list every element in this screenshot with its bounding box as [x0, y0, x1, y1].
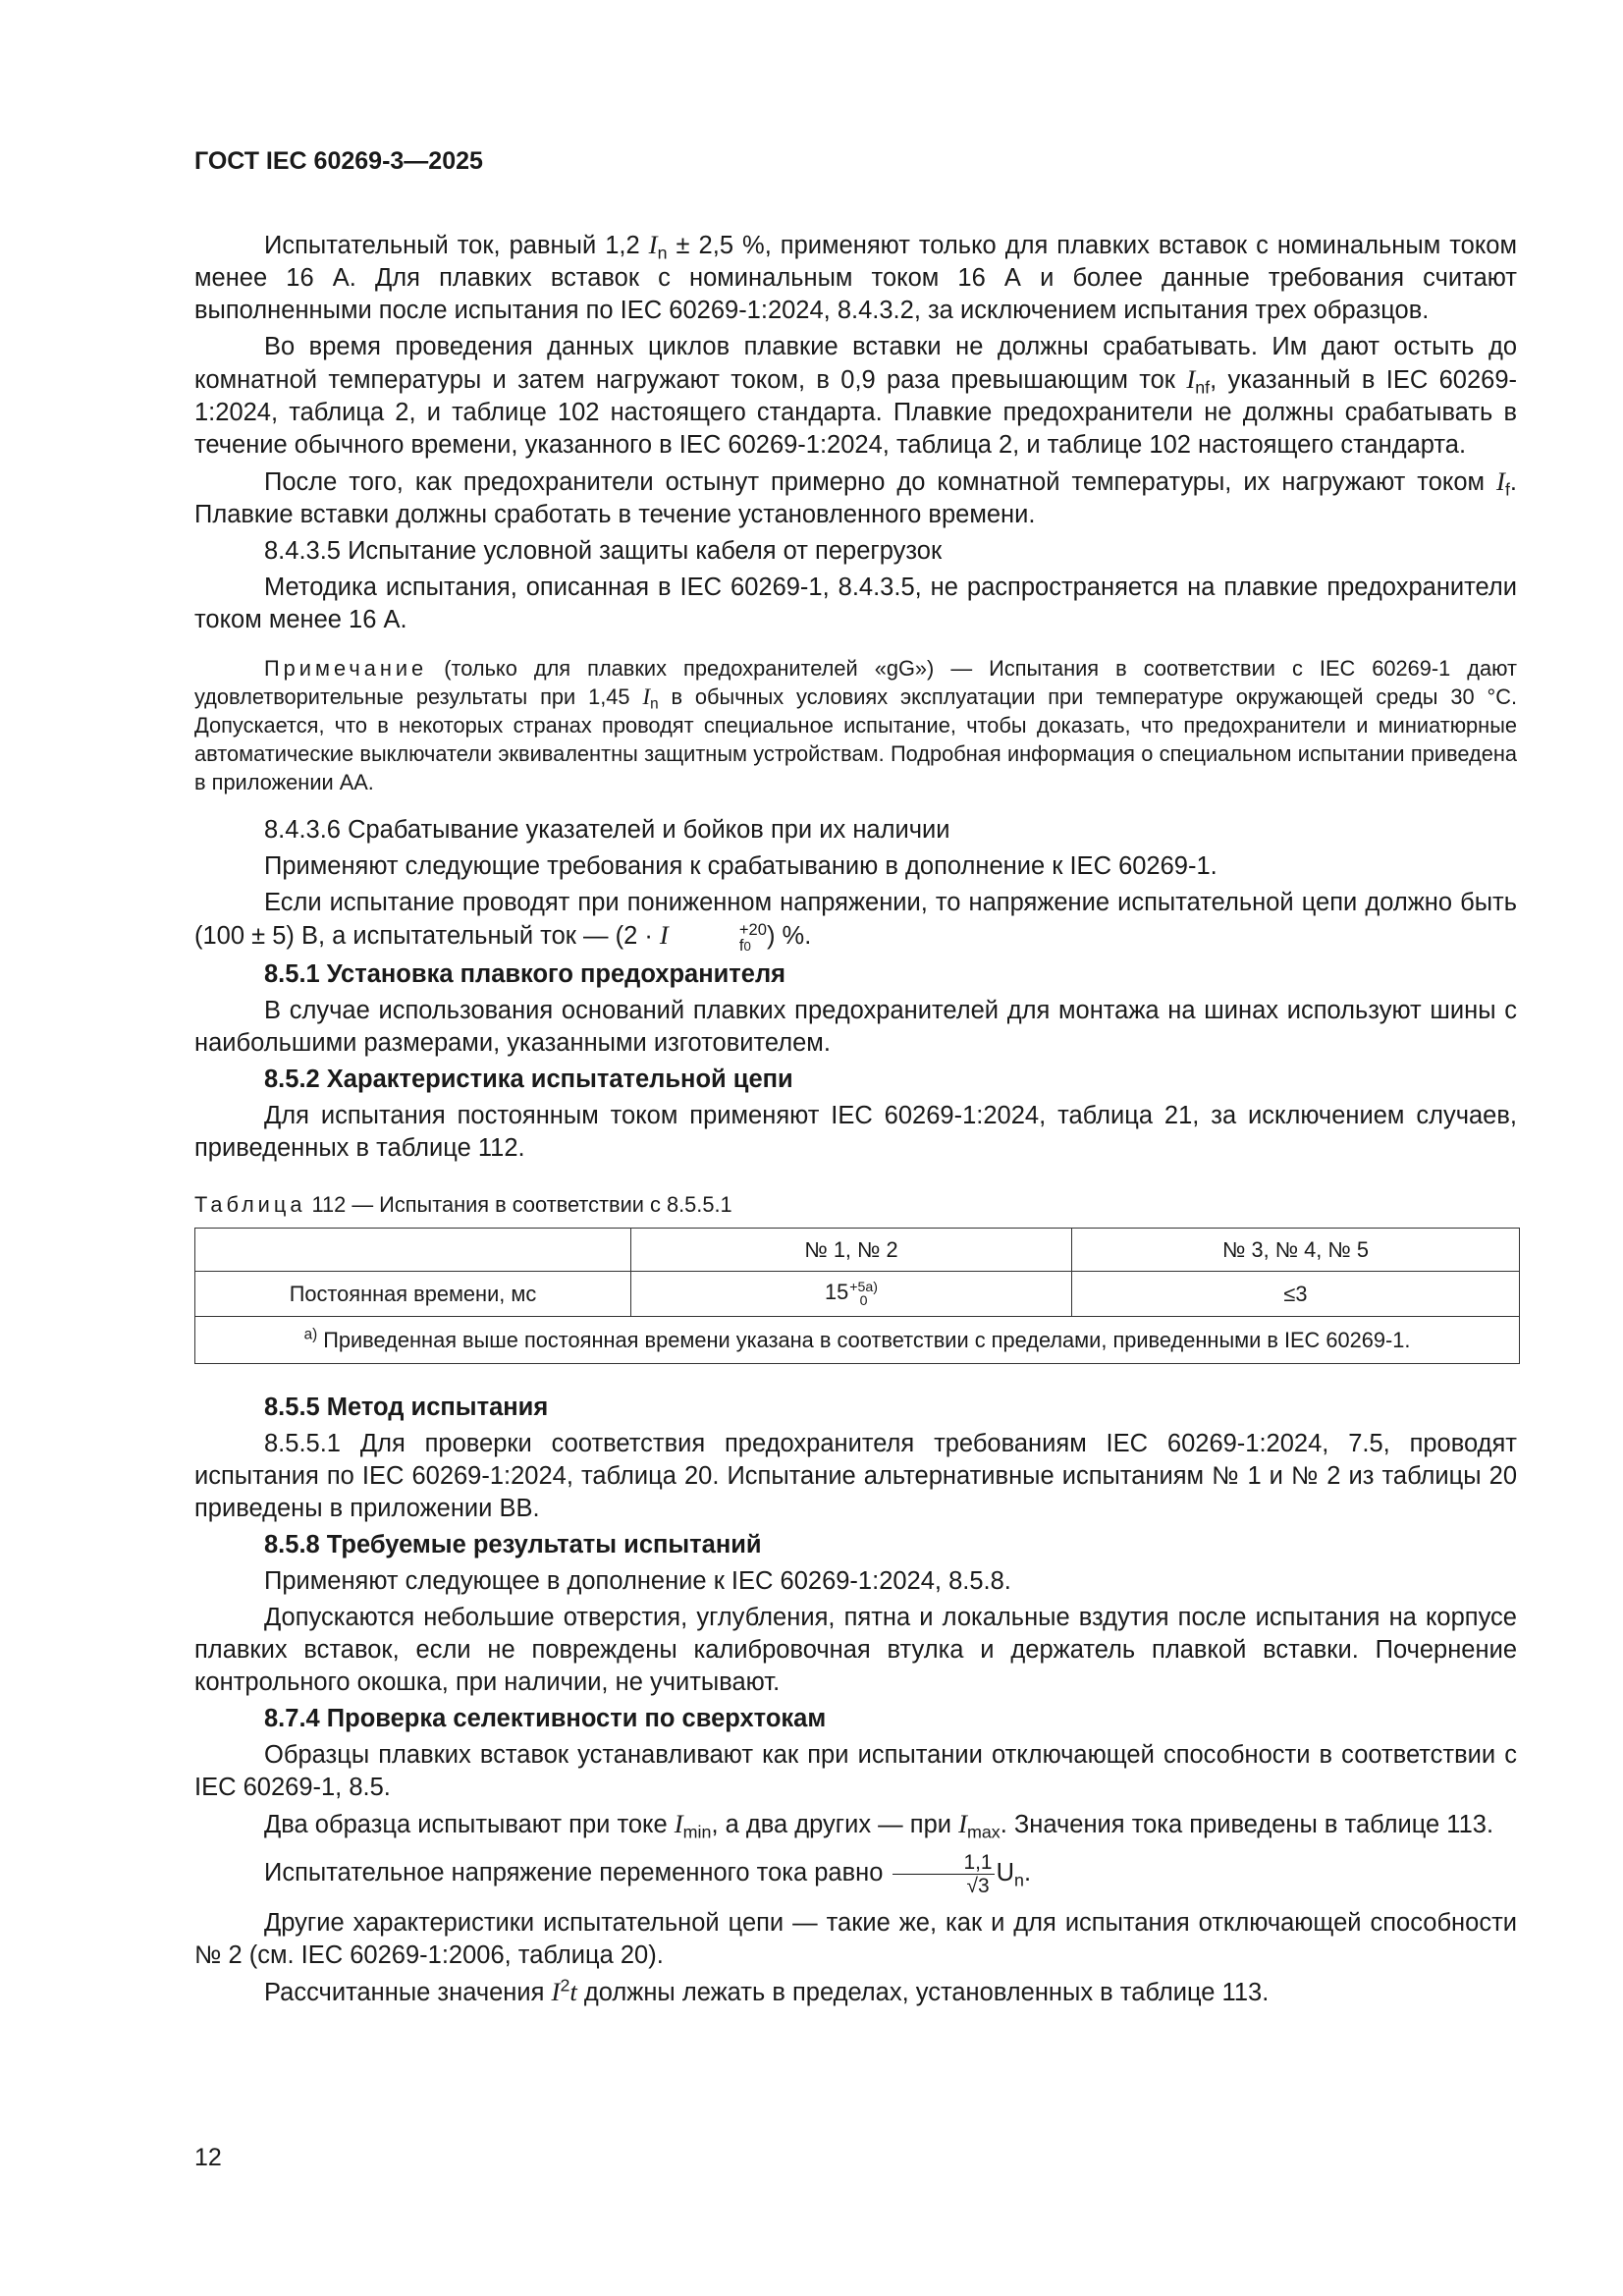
- document-page: [194, 147, 1517, 2013]
- paragraph: Во время проведения данных циклов плавкие вставки не должны срабатывать. Им дают остыть до комнатной температуры и затем нагружают током, в 0,9 раза превышающим ток $I_{nf}$, указанный в IEC 60269-1:2024, таблица 2, и таблице 102 настоящего стандарта. Плавкие предохранители не должны срабатывать в течение обычного времени, указанного в IEC 60269-1:2024, таблица 2, и таблице 102 настоящего стандарта.: [194, 333, 1517, 459]
- fraction: $\frac{1,1}{√3}$: [893, 1851, 995, 1897]
- table-footnote: $^{а)}$ Приведенная выше постоянная времени указана в соответствии с пределами, приведенными в IEC 60269-1.: [195, 1317, 1520, 1364]
- paragraph: Если испытание проводят при пониженном напряжении, то напряжение испытательной цепи должно быть (100 ± 5) В, а испытательный ток — (2 · I +20 f0 ) %.: [194, 889, 1517, 956]
- section-heading-8-5-1: 8.5.1 Установка плавкого предохранителя: [264, 960, 786, 989]
- section-heading-8-4-3-5: 8.4.3.5 Испытание условной защиты кабеля от перегрузок: [264, 537, 943, 565]
- paragraph: 8.5.5.1 Для проверки соответствия предохранителя требованиям IEC 60269-1:2024, 7.5, проводят испытания по IEC 60269-1:2024, таблица 20. Испытание альтернативные испытаниям № 1 и № 2 из таблицы 20 приведены в приложении ВВ.: [194, 1430, 1517, 1523]
- section-heading-8-5-2: 8.5.2 Характеристика испытательной цепи: [264, 1066, 793, 1094]
- section-heading-8-5-5: 8.5.5 Метод испытания: [264, 1394, 549, 1422]
- section-heading-8-4-3-6: 8.4.3.6 Срабатывание указателей и бойков при их наличии: [264, 816, 950, 844]
- table-112: [194, 1228, 1520, 1364]
- note-label: Примечание: [264, 656, 428, 681]
- paragraph: Рассчитанные значения $I^2t$ должны лежать в пределах, установленных в таблице 113.: [264, 1975, 1270, 2006]
- paragraph: После того, как предохранители остынут примерно до комнатной температуры, их нагружают током $I_f$. Плавкие вставки должны сработать в течение установленного времени.: [194, 466, 1517, 528]
- page-number: 12: [194, 2144, 222, 2171]
- paragraph: Методика испытания, описанная в IEC 60269-1, 8.4.3.5, не распространяется на плавкие предохранители током менее 16 А.: [194, 574, 1517, 633]
- paragraph: Испытательный ток, равный 1,2 $I_n \pm 2,5$ %, применяют только для плавких вставок с номинальным током менее 16 А. Для плавких вставок с номинальным током 16 А и более данные требования считают выполненными после испытания по IEC 60269-1:2024, 8.4.3.2, за исключением испытания трех образцов.: [194, 230, 1517, 324]
- section-heading-8-5-8: 8.5.8 Требуемые результаты испытаний: [264, 1531, 762, 1559]
- paragraph: Применяют следующие требования к срабатыванию в дополнение к IEC 60269-1.: [264, 852, 1217, 880]
- paragraph: Два образца испытывают при токе $I_{min}$, а два других — при $I_{max}$. Значения тока приведены в таблице 113.: [264, 1809, 1494, 1842]
- paragraph: Другие характеристики испытательной цепи — такие же, как и для испытания отключающей способности № 2 (см. IEC 60269-1:2006, таблица 20).: [194, 1909, 1517, 1969]
- table-caption: Таблица 112 — Испытания в соответствии с 8.5.5.1: [194, 1192, 732, 1218]
- paragraph: Допускаются небольшие отверстия, углубления, пятна и локальные вздутия после испытания на корпусе плавких вставок, если не повреждены калибровочная втулка и держатель плавкой вставки. Почернение контрольного окошка, при наличии, не учитывают.: [194, 1604, 1517, 1697]
- paragraph: В случае использования оснований плавких предохранителей для монтажа на шинах используют шины с наибольшими размерами, указанными изготовителем.: [194, 997, 1517, 1058]
- table-header-col2: № 3, № 4, № 5: [1072, 1229, 1520, 1272]
- table-cell-value1: 15 +5а) 0: [631, 1272, 1072, 1317]
- note: Примечание (только для плавких предохранителей «gG») — Испытания в соответствии с IEC 60269-1 дают удовлетворительные результаты при 1,45 $I_n$ в обычных условиях эксплуатации при температуре окружающей среды 30 °С. Допускается, что в некоторых странах проводят специальное испытание, чтобы доказать, что предохранители и миниатюрные автоматические выключатели эквивалентны защитным устройствам. Подробная информация о специальном испытании приведена в приложении АА.: [194, 656, 1517, 794]
- paragraph: Образцы плавких вставок устанавливают как при испытании отключающей способности в соответствии с IEC 60269-1, 8.5.: [194, 1741, 1517, 1802]
- table-header-col1: № 1, № 2: [631, 1229, 1072, 1272]
- page-header: ГОСТ IEC 60269-3—2025: [194, 147, 483, 175]
- paragraph: Испытательное напряжение переменного тока равно $\frac{1,1}{√3}$ $U_n$.: [264, 1851, 1032, 1898]
- table-row-label: Постоянная времени, мс: [195, 1272, 631, 1317]
- table-header-empty: [195, 1229, 631, 1272]
- paragraph: Для испытания постоянным током применяют IEC 60269-1:2024, таблица 21, за исключением случаев, приведенных в таблице 112.: [194, 1102, 1517, 1163]
- table-cell-value2: ≤3: [1072, 1272, 1520, 1317]
- paragraph: Применяют следующее в дополнение к IEC 60269-1:2024, 8.5.8.: [264, 1567, 1011, 1596]
- section-heading-8-7-4: 8.7.4 Проверка селективности по сверхтокам: [264, 1705, 827, 1733]
- tolerance: +20 f0: [738, 919, 767, 956]
